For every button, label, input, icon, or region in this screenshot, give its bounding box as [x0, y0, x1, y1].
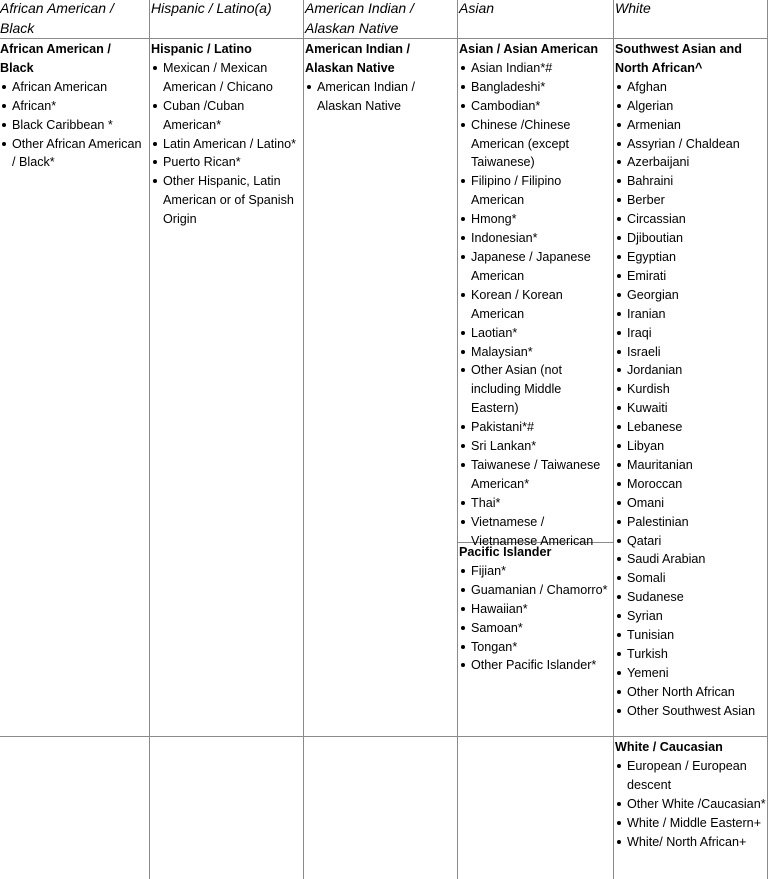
- list-item: Egyptian: [615, 248, 767, 267]
- section-title: Southwest Asian and North African^: [615, 42, 742, 75]
- list-item: Fijian*: [459, 562, 612, 581]
- column-divider-1: [149, 0, 150, 879]
- list-item: Armenian: [615, 116, 767, 135]
- category-list: [615, 78, 767, 721]
- list-item: Taiwanese / Taiwanese American*: [459, 456, 612, 494]
- list-item: Sudanese: [615, 588, 767, 607]
- list-item: Tunisian: [615, 626, 767, 645]
- list-item: Other Asian (not including Middle Eastern): [459, 361, 612, 418]
- list-item: Latin American / Latino*: [151, 135, 301, 154]
- list-item: Cambodian*: [459, 97, 612, 116]
- section-hispanic: [151, 40, 301, 229]
- list-item: Tongan*: [459, 638, 612, 657]
- section-white-caucasian: [615, 738, 767, 851]
- list-item: Japanese / Japanese American: [459, 248, 612, 286]
- category-list: [615, 757, 767, 852]
- list-item: Turkish: [615, 645, 767, 664]
- list-item: Israeli: [615, 343, 767, 362]
- list-item: Hmong*: [459, 210, 612, 229]
- list-item: Other African American / Black*: [0, 135, 146, 173]
- list-item: Georgian: [615, 286, 767, 305]
- list-item: Assyrian / Chaldean: [615, 135, 767, 154]
- list-item: Chinese /Chinese American (except Taiwanese): [459, 116, 612, 173]
- list-item: African American: [0, 78, 146, 97]
- list-item: Mexican / Mexican American / Chicano: [151, 59, 301, 97]
- list-item: Korean / Korean American: [459, 286, 612, 324]
- list-item: Hawaiian*: [459, 600, 612, 619]
- list-item: Libyan: [615, 437, 767, 456]
- column-divider-4: [613, 0, 614, 879]
- list-item: Moroccan: [615, 475, 767, 494]
- list-item: Bahraini: [615, 172, 767, 191]
- list-item: American Indian / Alaskan Native: [305, 78, 455, 116]
- list-item: Syrian: [615, 607, 767, 626]
- category-list: [459, 562, 612, 675]
- section-title: American Indian / Alaskan Native: [305, 42, 410, 75]
- category-list: [0, 78, 146, 173]
- header-white: White: [615, 0, 651, 16]
- list-item: White / Middle Eastern+: [615, 814, 767, 833]
- column-divider-3: [457, 0, 458, 879]
- row-divider: [0, 736, 768, 737]
- list-item: Pakistani*#: [459, 418, 612, 437]
- list-item: Saudi Arabian: [615, 550, 767, 569]
- list-item: Qatari: [615, 532, 767, 551]
- list-item: Kurdish: [615, 380, 767, 399]
- list-item: Yemeni: [615, 664, 767, 683]
- list-item: Sri Lankan*: [459, 437, 612, 456]
- list-item: Kuwaiti: [615, 399, 767, 418]
- list-item: Other Southwest Asian: [615, 702, 767, 721]
- list-item: Malaysian*: [459, 343, 612, 362]
- header-divider: [0, 38, 768, 39]
- list-item: Samoan*: [459, 619, 612, 638]
- list-item: Emirati: [615, 267, 767, 286]
- section-title: African American / Black: [0, 42, 111, 75]
- list-item: Cuban /Cuban American*: [151, 97, 301, 135]
- section-american-indian: [305, 40, 455, 116]
- list-item: Jordanian: [615, 361, 767, 380]
- list-item: Afghan: [615, 78, 767, 97]
- list-item: White/ North African+: [615, 833, 767, 852]
- header-hispanic: Hispanic / Latino(a): [151, 0, 272, 16]
- list-item: Berber: [615, 191, 767, 210]
- section-asian: [459, 40, 612, 550]
- section-title: Asian / Asian American: [459, 42, 599, 56]
- list-item: Palestinian: [615, 513, 767, 532]
- list-item: Somali: [615, 569, 767, 588]
- list-item: Thai*: [459, 494, 612, 513]
- list-item: Djiboutian: [615, 229, 767, 248]
- list-item: Circassian: [615, 210, 767, 229]
- list-item: European / European descent: [615, 757, 767, 795]
- section-title: Hispanic / Latino: [151, 42, 252, 56]
- list-item: Asian Indian*#: [459, 59, 612, 78]
- list-item: Guamanian / Chamorro*: [459, 581, 612, 600]
- list-item: Filipino / Filipino American: [459, 172, 612, 210]
- category-list: [459, 59, 612, 551]
- section-pacific-islander: [459, 543, 612, 675]
- header-african-american: African American / Black: [0, 0, 114, 36]
- list-item: Other White /Caucasian*: [615, 795, 767, 814]
- list-item: Azerbaijani: [615, 153, 767, 172]
- list-item: Other Pacific Islander*: [459, 656, 612, 675]
- section-swana: [615, 40, 767, 721]
- list-item: Iranian: [615, 305, 767, 324]
- category-list: [305, 78, 455, 116]
- list-item: Iraqi: [615, 324, 767, 343]
- list-item: Lebanese: [615, 418, 767, 437]
- list-item: Puerto Rican*: [151, 153, 301, 172]
- list-item: Vietnamese / Vietnamese American: [459, 513, 612, 551]
- list-item: African*: [0, 97, 146, 116]
- list-item: Black Caribbean *: [0, 116, 146, 135]
- category-list: [151, 59, 301, 229]
- list-item: Bangladeshi*: [459, 78, 612, 97]
- list-item: Omani: [615, 494, 767, 513]
- list-item: Other North African: [615, 683, 767, 702]
- list-item: Indonesian*: [459, 229, 612, 248]
- list-item: Laotian*: [459, 324, 612, 343]
- section-title: Pacific Islander: [459, 545, 552, 559]
- header-american-indian: American Indian / Alaskan Native: [305, 0, 414, 36]
- header-asian: Asian: [459, 0, 495, 16]
- list-item: Mauritanian: [615, 456, 767, 475]
- section-title: White / Caucasian: [615, 740, 723, 754]
- column-divider-2: [303, 0, 304, 879]
- list-item: Algerian: [615, 97, 767, 116]
- list-item: Other Hispanic, Latin American or of Spanish Origin: [151, 172, 301, 229]
- section-african-american: [0, 40, 146, 172]
